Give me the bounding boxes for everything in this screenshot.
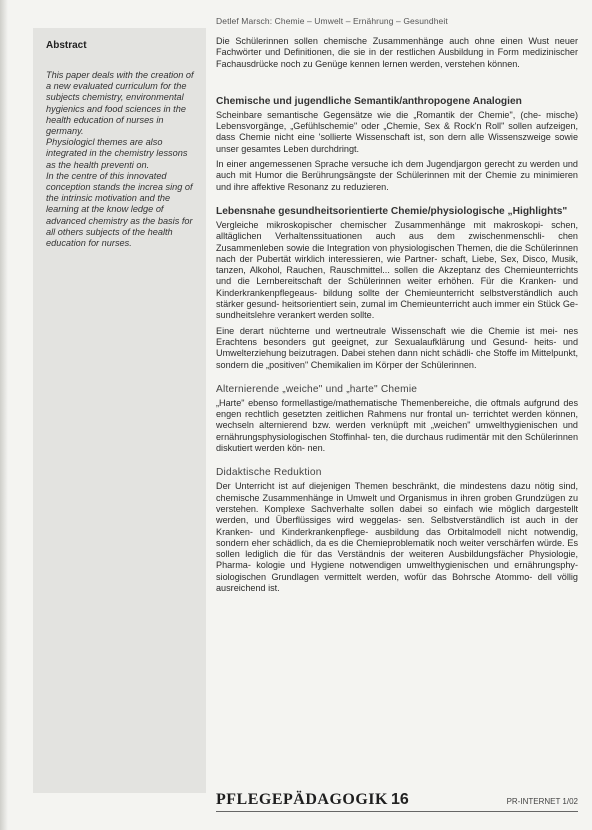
section-heading: Didaktische Reduktion xyxy=(216,467,322,479)
journal-brand: PFLEGEPÄDAGOGIK xyxy=(216,791,388,808)
article-body xyxy=(216,36,578,598)
section-heading: Alternierende „weiche" und „harte" Chemie xyxy=(216,383,418,395)
body-paragraph: Der Unterricht ist auf diejenigen Themen beschränkt, die mindestens dazu nötig sind, chemische Zusammenhänge in Umwelt und Organismus in ihren groben Grundzügen zu verstehen. Komplexe Sachverhalte sollen dabei so einfach wie möglich dargestellt werden, und Überflüssiges wird weggelas- sen. Selbstverständlich ist auch in der Kranken- und Kinderkrankenpflege- ausbildung das Orbitalmodell nicht notwendig, sondern eher schädlich, da es die Chemieproblematik noch weiter verschärfen würde. Es sollen lediglich die für das Verständnis der weiteren Ausbildungsfächer Physiologie, Pharma- kologie und Hygiene notwendigen umwelthygienischen und ernährungsphy- siologischen Grundlagen vermittelt werden, wofür das Bohrsche Atommo- dell völlig ausreichend ist. xyxy=(216,481,578,593)
section-heading: Chemische und jugendliche Semantik/anthropogene Analogien xyxy=(216,95,522,107)
body-paragraph: Vergleiche mikroskopischer chemischer Zusammenhänge mit makroskopi- schen, alltäglichen Verhaltenssituationen auch aus dem zwischenmenschli- chen Zusammenleben sowie die Integration von physiologischen Themen, die die Schülerinnen nach der Pubertät wirklich interessieren, wie Partner- schaft, Liebe, Sex, Disco, Musik, tanzen, Alkohol, Rauchen, Rauschmittel... sollen die Akzeptanz des Chemieunterrichts und die Lernbereitschaft der Schülerinnen weiter erhöhen. Für die Kranken- und Kinderkrankenpflegeaus- bildung sollte der Chemieunterricht selbstverständlich auch stärker gesund- heitsorientiert sein, zumal im Chemieunterricht auch immer ein Stück Ge- sundheitslehre verankert werden sollte. xyxy=(216,219,578,321)
running-header: Detlef Marsch: Chemie – Umwelt – Ernährung – Gesundheit xyxy=(216,16,448,26)
section-heading: Lebensnahe gesundheitsorientierte Chemie/physiologische „Highlights" xyxy=(216,205,568,217)
abstract-paragraph: This paper deals with the creation of a new evaluated curriculum for the subjects chemistry, environmental hygienics and food sciences in the health education of nurses in germany. xyxy=(46,70,194,137)
abstract-title: Abstract xyxy=(46,40,87,51)
page-footer xyxy=(216,791,578,811)
body-paragraph: Scheinbare semantische Gegensätze wie die „Romantik der Chemie", (che- mische) Lebensvorgänge, „Gefühlschemie" oder „Chemie, Sex & Rock'n Roll" sollen aufzeigen, dass Chemie nicht eine 'sollierte Wissenschaft ist, son dern alle Wissenszweige sowie unser gesamtes Leben durchdringt. xyxy=(216,109,578,154)
body-paragraph: In einer angemessenen Sprache versuche ich dem Jugendjargon gerecht zu werden und auch mit Humor die Berührungsängste der Schülerinnen mit der Chemie zu minimieren und ihre affektive Resonanz zu reduzieren. xyxy=(216,159,578,192)
body-paragraph: Eine derart nüchterne und wertneutrale Wissenschaft wie die Chemie ist mei- nes Erachtens besonders gut geeignet, zur Sexualaufklärung und Gesund- heits- und Umwelterziehung beizutragen. Dabei stehen dann nicht schädli- che Stoffe im Mittelpunkt, sondern die „positiven" Chemikalien im Körper der Schülerinnen. xyxy=(216,325,578,370)
page-number: 16 xyxy=(391,791,409,808)
abstract-paragraph: Physiologicl themes are also integrated in the chemistry lessons as the health preventi on. xyxy=(46,137,188,170)
footer-divider xyxy=(216,811,578,812)
issue-label: PR-INTERNET 1/02 xyxy=(506,797,578,806)
intro-paragraph: Die Schülerinnen sollen chemische Zusammenhänge auch ohne einen Wust neuer Fachwörter und Definitionen, die sie in der restlichen Ausbildung in Form medizinischer Fachausdrücke noch zu Genüge kennen lernen werden, verstehen können. xyxy=(216,36,578,69)
abstract-paragraph: In the centre of this innovated conception stands the increa sing of the intrinsic motivation and the learning at the know ledge of advanced chemistry as the basis for all others subjects of the health education for nurses. xyxy=(46,170,193,249)
abstract-body xyxy=(46,70,196,249)
body-paragraph: „Harte" ebenso formellastige/mathematische Themenbereiche, die oftmals aufgrund des engen rechtlich gesetzten zeitlichen Rahmens nur frontal un- terrichtet werden können, wechseln alternierend bzw. werden verknüpft mit „weichen" umwelthygienischen und ernährungsphysiologischen Stoffinhal- ten, die durchaus rudimentär mit den Schülerinnen diskutiert werden kön- nen. xyxy=(216,397,578,454)
scan-edge xyxy=(0,0,8,830)
